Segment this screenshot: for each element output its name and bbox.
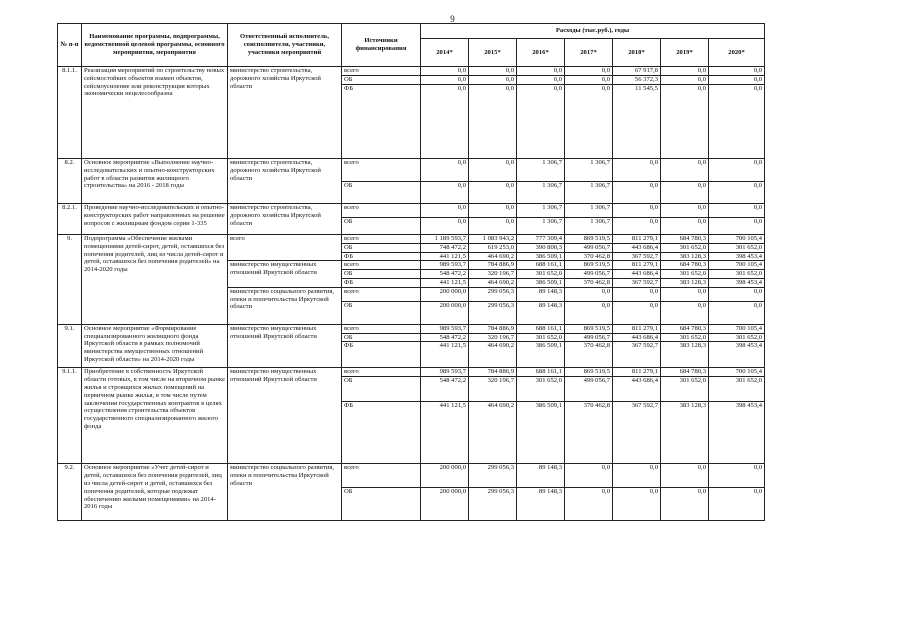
amount-cell: 684 780,3 xyxy=(661,324,709,333)
amount-cell: 548 472,2 xyxy=(421,377,469,402)
amount-cell: 0,0 xyxy=(421,204,469,218)
amount-cell: 700 105,4 xyxy=(709,235,765,244)
row-code: 9.2. xyxy=(58,464,82,521)
amount-cell: 301 652,0 xyxy=(661,333,709,342)
amount-cell: 0,0 xyxy=(613,287,661,301)
amount-cell: 0,0 xyxy=(709,85,765,159)
table-row xyxy=(58,368,765,377)
amount-cell: 0,0 xyxy=(709,67,765,76)
amount-cell: 0,0 xyxy=(709,204,765,218)
header-name: Наименование программы, подпрограммы, ведомственной целевой программы, основного мероприятия, мероприятия xyxy=(82,24,228,67)
amount-cell: 0,0 xyxy=(565,464,613,488)
amount-cell: 367 592,7 xyxy=(613,402,661,464)
table-row xyxy=(58,235,765,244)
amount-cell: 784 886,9 xyxy=(469,324,517,333)
row-source: всего xyxy=(342,368,421,377)
table-row xyxy=(58,159,765,182)
amount-cell: 299 056,3 xyxy=(469,287,517,301)
amount-cell: 0,0 xyxy=(661,204,709,218)
amount-cell: 0,0 xyxy=(565,76,613,85)
amount-cell: 700 105,4 xyxy=(709,261,765,270)
row-source: ФБ xyxy=(342,342,421,368)
row-source: всего xyxy=(342,67,421,76)
amount-cell: 777 309,4 xyxy=(517,235,565,244)
amount-cell: 684 780,3 xyxy=(661,261,709,270)
header-expenses: Расходы (тыс.руб.), годы xyxy=(421,24,765,39)
amount-cell: 464 690,2 xyxy=(469,402,517,464)
amount-cell: 386 509,1 xyxy=(517,402,565,464)
amount-cell: 0,0 xyxy=(661,301,709,324)
amount-cell: 301 652,0 xyxy=(661,243,709,252)
amount-cell: 0,0 xyxy=(661,218,709,235)
header-year: 2020* xyxy=(709,39,765,67)
row-source: ОБ xyxy=(342,182,421,204)
row-source: ОБ xyxy=(342,218,421,235)
amount-cell: 0,0 xyxy=(517,67,565,76)
amount-cell: 1 306,7 xyxy=(565,218,613,235)
amount-cell: 89 148,3 xyxy=(517,301,565,324)
row-executor: министерство строительства, дорожного хозяйства Иркутской области xyxy=(228,204,342,235)
amount-cell: 0,0 xyxy=(613,218,661,235)
amount-cell: 784 886,9 xyxy=(469,368,517,377)
row-code: 9. xyxy=(58,235,82,325)
row-source: ОБ xyxy=(342,270,421,279)
row-executor: министерство имущественных отношений Иркутской области xyxy=(228,324,342,368)
amount-cell: 301 652,0 xyxy=(709,243,765,252)
amount-cell: 0,0 xyxy=(661,67,709,76)
amount-cell: 390 800,3 xyxy=(517,243,565,252)
header-executor: Ответственный исполнитель, соисполнители, участники, участники мероприятий xyxy=(228,24,342,67)
amount-cell: 464 690,2 xyxy=(469,278,517,287)
amount-cell: 0,0 xyxy=(661,159,709,182)
amount-cell: 0,0 xyxy=(661,85,709,159)
amount-cell: 0,0 xyxy=(613,464,661,488)
row-source: всего xyxy=(342,204,421,218)
amount-cell: 989 593,7 xyxy=(421,261,469,270)
amount-cell: 0,0 xyxy=(421,67,469,76)
amount-cell: 1 306,7 xyxy=(517,218,565,235)
row-code: 8.2. xyxy=(58,159,82,204)
amount-cell: 1 306,7 xyxy=(565,159,613,182)
amount-cell: 0,0 xyxy=(661,488,709,521)
amount-cell: 1 306,7 xyxy=(517,204,565,218)
row-source: ФБ xyxy=(342,278,421,287)
row-executor: министерство социального развития, опеки и попечительства Иркутской области xyxy=(228,464,342,521)
amount-cell: 67 917,8 xyxy=(613,67,661,76)
amount-cell: 0,0 xyxy=(517,76,565,85)
amount-cell: 684 780,3 xyxy=(661,368,709,377)
amount-cell: 443 686,4 xyxy=(613,270,661,279)
amount-cell: 200 000,0 xyxy=(421,287,469,301)
amount-cell: 386 509,1 xyxy=(517,252,565,261)
table-row xyxy=(58,464,765,488)
row-name: Основное мероприятие «Учет детей-сирот и детей, оставшихся без попечения родителей, лиц из числа детей-сирот и детей, оставшихся без попечения родителей, которые подлежат обеспечению жилыми помещениями» на 2014-2016 годы xyxy=(82,464,228,521)
amount-cell: 0,0 xyxy=(661,182,709,204)
row-executor: министерство социального развития, опеки и попечительства Иркутской области xyxy=(228,287,342,324)
amount-cell: 443 686,4 xyxy=(613,243,661,252)
amount-cell: 0,0 xyxy=(709,464,765,488)
amount-cell: 0,0 xyxy=(709,76,765,85)
amount-cell: 398 453,4 xyxy=(709,402,765,464)
header-year: 2014* xyxy=(421,39,469,67)
amount-cell: 383 128,3 xyxy=(661,342,709,368)
amount-cell: 0,0 xyxy=(709,301,765,324)
amount-cell: 299 056,3 xyxy=(469,464,517,488)
amount-cell: 1 306,7 xyxy=(565,204,613,218)
amount-cell: 748 472,2 xyxy=(421,243,469,252)
row-source: всего xyxy=(342,261,421,270)
amount-cell: 0,0 xyxy=(421,85,469,159)
amount-cell: 0,0 xyxy=(565,85,613,159)
amount-cell: 0,0 xyxy=(421,159,469,182)
amount-cell: 0,0 xyxy=(565,301,613,324)
amount-cell: 0,0 xyxy=(469,76,517,85)
amount-cell: 0,0 xyxy=(469,204,517,218)
amount-cell: 700 105,4 xyxy=(709,368,765,377)
amount-cell: 370 462,8 xyxy=(565,402,613,464)
amount-cell: 688 161,1 xyxy=(517,261,565,270)
row-executor: министерство имущественных отношений Иркутской области xyxy=(228,261,342,287)
row-source: ФБ xyxy=(342,85,421,159)
amount-cell: 548 472,2 xyxy=(421,333,469,342)
amount-cell: 301 652,0 xyxy=(661,377,709,402)
amount-cell: 299 056,3 xyxy=(469,488,517,521)
amount-cell: 0,0 xyxy=(613,204,661,218)
amount-cell: 370 462,8 xyxy=(565,278,613,287)
amount-cell: 383 128,3 xyxy=(661,252,709,261)
amount-cell: 1 306,7 xyxy=(517,159,565,182)
amount-cell: 0,0 xyxy=(613,182,661,204)
row-source: всего xyxy=(342,464,421,488)
row-source: всего xyxy=(342,159,421,182)
amount-cell: 0,0 xyxy=(421,76,469,85)
amount-cell: 370 462,8 xyxy=(565,252,613,261)
amount-cell: 684 780,3 xyxy=(661,235,709,244)
amount-cell: 0,0 xyxy=(565,67,613,76)
amount-cell: 320 196,7 xyxy=(469,333,517,342)
row-source: ОБ xyxy=(342,76,421,85)
amount-cell: 320 196,7 xyxy=(469,270,517,279)
amount-cell: 0,0 xyxy=(565,488,613,521)
amount-cell: 200 000,0 xyxy=(421,301,469,324)
amount-cell: 301 652,0 xyxy=(517,333,565,342)
row-source: всего xyxy=(342,235,421,244)
amount-cell: 0,0 xyxy=(421,218,469,235)
row-source: всего xyxy=(342,324,421,333)
row-executor: министерство строительства, дорожного хозяйства Иркутской области xyxy=(228,67,342,159)
amount-cell: 811 279,1 xyxy=(613,261,661,270)
row-executor: министерство строительства, дорожного хозяйства Иркутской области xyxy=(228,159,342,204)
table-row xyxy=(58,324,765,333)
amount-cell: 811 279,1 xyxy=(613,368,661,377)
amount-cell: 398 453,4 xyxy=(709,342,765,368)
amount-cell: 441 121,5 xyxy=(421,342,469,368)
row-executor: министерство имущественных отношений Иркутской области xyxy=(228,368,342,464)
row-source: ОБ xyxy=(342,377,421,402)
row-name: Основное мероприятие «Выполнение научно-исследовательских и опытно-конструкторских работ в области развития жилищного строительства» на 2016 - 2018 годы xyxy=(82,159,228,204)
amount-cell: 499 056,7 xyxy=(565,243,613,252)
amount-cell: 301 652,0 xyxy=(709,270,765,279)
amount-cell: 383 128,3 xyxy=(661,278,709,287)
amount-cell: 869 519,5 xyxy=(565,368,613,377)
amount-cell: 386 509,1 xyxy=(517,278,565,287)
amount-cell: 0,0 xyxy=(661,76,709,85)
amount-cell: 619 253,0 xyxy=(469,243,517,252)
amount-cell: 869 519,5 xyxy=(565,324,613,333)
amount-cell: 0,0 xyxy=(661,287,709,301)
row-source: ОБ xyxy=(342,488,421,521)
amount-cell: 0,0 xyxy=(469,85,517,159)
amount-cell: 0,0 xyxy=(469,67,517,76)
amount-cell: 0,0 xyxy=(709,182,765,204)
amount-cell: 499 056,7 xyxy=(565,377,613,402)
row-name: Приобретение в собственность Иркутской области готовых, в том числе на вторичном рынке жилья и строящихся жилых помещений на первичном рынке жилья, в том числе путем заключения государственных контрактов в целях осуществления строительства объектов государственного специализированного жилого фонда xyxy=(82,368,228,464)
amount-cell: 443 686,4 xyxy=(613,377,661,402)
amount-cell: 398 453,4 xyxy=(709,278,765,287)
amount-cell: 56 372,3 xyxy=(613,76,661,85)
amount-cell: 1 306,7 xyxy=(565,182,613,204)
amount-cell: 299 056,3 xyxy=(469,301,517,324)
header-no: № п-п xyxy=(58,24,82,67)
amount-cell: 0,0 xyxy=(613,159,661,182)
table-row xyxy=(58,204,765,218)
amount-cell: 0,0 xyxy=(613,301,661,324)
amount-cell: 301 652,0 xyxy=(517,270,565,279)
row-name: Подпрограмма «Обеспечение жилыми помещениями детей-сирот, детей, оставшихся без попечения родителей, лиц из числа детей-сирот и детей, оставшихся без попечения родителей» на 2014-2020 годы xyxy=(82,235,228,325)
amount-cell: 0,0 xyxy=(709,287,765,301)
amount-cell: 0,0 xyxy=(709,218,765,235)
row-source: ОБ xyxy=(342,243,421,252)
amount-cell: 869 519,5 xyxy=(565,261,613,270)
amount-cell: 11 545,5 xyxy=(613,85,661,159)
amount-cell: 1 189 593,7 xyxy=(421,235,469,244)
amount-cell: 0,0 xyxy=(517,85,565,159)
amount-cell: 548 472,2 xyxy=(421,270,469,279)
amount-cell: 0,0 xyxy=(613,488,661,521)
amount-cell: 89 148,3 xyxy=(517,488,565,521)
amount-cell: 0,0 xyxy=(565,287,613,301)
amount-cell: 700 105,4 xyxy=(709,324,765,333)
header-year: 2019* xyxy=(661,39,709,67)
row-name: Проведение научно-исследовательских и опытно-конструкторских работ направленных на решение вопросов с жилищным фондом серии 1-335 xyxy=(82,204,228,235)
amount-cell: 811 279,1 xyxy=(613,324,661,333)
amount-cell: 0,0 xyxy=(709,488,765,521)
row-code: 9.1.1. xyxy=(58,368,82,464)
amount-cell: 499 056,7 xyxy=(565,333,613,342)
amount-cell: 0,0 xyxy=(469,182,517,204)
row-source: ОБ xyxy=(342,301,421,324)
row-code: 8.1.1. xyxy=(58,67,82,159)
budget-table xyxy=(57,23,765,521)
amount-cell: 441 121,5 xyxy=(421,252,469,261)
table-body xyxy=(58,67,765,521)
amount-cell: 441 121,5 xyxy=(421,278,469,287)
header-year: 2017* xyxy=(565,39,613,67)
amount-cell: 367 592,7 xyxy=(613,252,661,261)
amount-cell: 688 161,1 xyxy=(517,324,565,333)
amount-cell: 301 652,0 xyxy=(517,377,565,402)
amount-cell: 811 279,1 xyxy=(613,235,661,244)
amount-cell: 301 652,0 xyxy=(661,270,709,279)
amount-cell: 0,0 xyxy=(661,464,709,488)
row-source: ФБ xyxy=(342,402,421,464)
row-source: ОБ xyxy=(342,333,421,342)
amount-cell: 89 148,3 xyxy=(517,464,565,488)
amount-cell: 0,0 xyxy=(469,159,517,182)
amount-cell: 1 083 943,2 xyxy=(469,235,517,244)
amount-cell: 367 592,7 xyxy=(613,342,661,368)
amount-cell: 688 161,1 xyxy=(517,368,565,377)
amount-cell: 869 519,5 xyxy=(565,235,613,244)
row-source: ФБ xyxy=(342,252,421,261)
header-year: 2016* xyxy=(517,39,565,67)
amount-cell: 499 056,7 xyxy=(565,270,613,279)
amount-cell: 0,0 xyxy=(469,218,517,235)
page-number: 9 xyxy=(450,14,455,24)
amount-cell: 320 196,7 xyxy=(469,377,517,402)
amount-cell: 464 690,2 xyxy=(469,252,517,261)
amount-cell: 989 593,7 xyxy=(421,368,469,377)
table-row xyxy=(58,67,765,76)
header-year: 2015* xyxy=(469,39,517,67)
row-executor: всего xyxy=(228,235,342,261)
row-code: 9.1. xyxy=(58,324,82,368)
amount-cell: 386 509,1 xyxy=(517,342,565,368)
amount-cell: 200 000,0 xyxy=(421,488,469,521)
amount-cell: 383 128,3 xyxy=(661,402,709,464)
amount-cell: 784 886,9 xyxy=(469,261,517,270)
amount-cell: 89 148,3 xyxy=(517,287,565,301)
amount-cell: 0,0 xyxy=(709,159,765,182)
amount-cell: 464 690,2 xyxy=(469,342,517,368)
amount-cell: 301 652,0 xyxy=(709,333,765,342)
row-code: 8.2.1. xyxy=(58,204,82,235)
amount-cell: 301 652,0 xyxy=(709,377,765,402)
amount-cell: 367 592,7 xyxy=(613,278,661,287)
row-source: всего xyxy=(342,287,421,301)
amount-cell: 1 306,7 xyxy=(517,182,565,204)
amount-cell: 443 686,4 xyxy=(613,333,661,342)
header-year: 2018* xyxy=(613,39,661,67)
row-name: Основное мероприятие «Формирование специализированного жилищного фонда Иркутской области в рамках полномочий министерства имущественных отношений Иркутской области» на 2014-2020 годы xyxy=(82,324,228,368)
amount-cell: 370 462,8 xyxy=(565,342,613,368)
amount-cell: 441 121,5 xyxy=(421,402,469,464)
amount-cell: 0,0 xyxy=(421,182,469,204)
amount-cell: 989 593,7 xyxy=(421,324,469,333)
amount-cell: 398 453,4 xyxy=(709,252,765,261)
header-source: Источники финансирования xyxy=(342,24,421,67)
amount-cell: 200 000,0 xyxy=(421,464,469,488)
row-name: Реализация мероприятий по строительству новых сейсмостойких объектов взамен объектов, сейсмоусиление или реконструкция которых экономически нецелесообразна xyxy=(82,67,228,159)
